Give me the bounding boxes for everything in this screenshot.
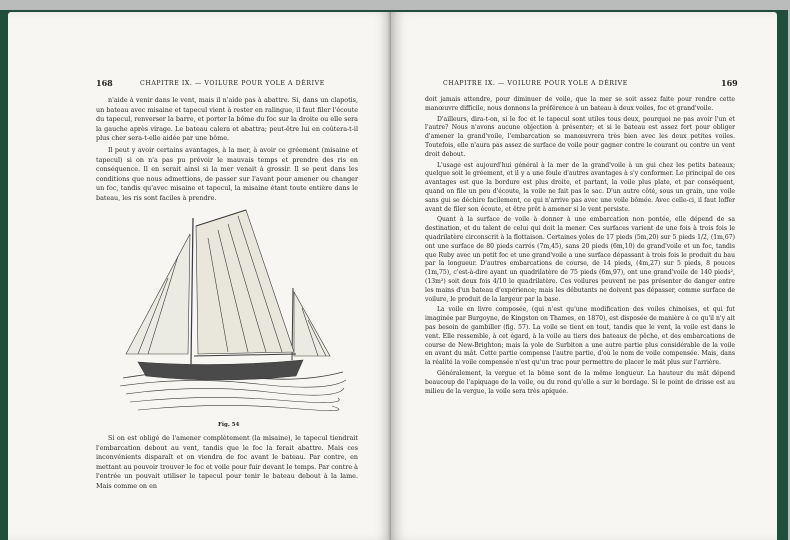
right-paragraph-3: L'usage est aujourd'hui général à la mer de la grand'voile à un gui chez les petits bateaux; quelque soit le gréement, et il y a une foule d'autres avantages à s'y conformer. Le principal de ces avantages est que la bordure est plus droite, et partant, la voile plus plate, et par conséquent, quand on file un peu d'écoute, la voile ne fait pas le sac. D'un autre côté, sous un grain, une voile sans gui se déchire facilement, ce qui n'arrive pas avec une voile bômée. Avec celle-ci, il faut loffer avant de filer son écoute, et être prêt à amener si le vent persiste. [425, 161, 735, 213]
right-paragraph-5: La voile en livre composée, (qui n'est qu'une modification des voiles chinoises, et qui fut imaginée par Burgoyne, de Kingston on Thames, en 1870), est disposée de manière à ce qu'il n'y ait pas besoin de gambiller (fig. 57). La voile se tient en tout, tandis que le vent, la voile est dans le vent. Elle ressemble, à cet égard, à la voile au tiers des bateaux de pêche, et des embarcations de course de New-Brighton; mais la yole de Surbiton a une autre partie plus considérable de la voile en avant du mât. Cette partie compense l'autre partie, d'où le nom de voile compensée. Mais, dans la réalité la voile compensée n'est qu'un trac pour permettre de placer le mât plus sur l'arrière. [425, 306, 735, 367]
right-running-head: CHAPITRE IX. — VOILURE POUR YOLE A DÉRIVE [443, 80, 628, 87]
right-text [425, 96, 735, 396]
left-text-bottom [96, 434, 358, 492]
right-paragraph-2: D'ailleurs, dira-t-on, si le foc et le tapecul sont utiles tous deux, pourquoi ne pas avoir l'un et l'autre? Nous n'avons aucune objection à présenter; et si le bateau est assez fort pour obliger d'amener la grand'voile, l'embarcation se manœuvrera très bien avec les deux petites voiles. Toutefois, elle n'aura pas assez de surface de voile pour gagner contre le courant ou contre un vent droit debout. [425, 115, 735, 158]
right-page [391, 12, 777, 540]
right-paragraph-4: Quant à la surface de voile à donner à une embarcation non pontée, elle dépend de sa destination, et du talent de celui qui doit la mener. Ces surfaces varient de une fois à trois fois le quadrilatère circonscrit à la flottaison. Certaines yoles de 17 pieds (5m,20) sur 5 pieds 1/2, (1m,67) ont une surface de 80 pieds carrés (7m,45), sans 20 pieds (6m,10) de grand'voile et un foc, tandis que Ruby avec un petit foc et une grand'voile a une surface dépassant à trois fois le produit du bau par la longueur. D'autres embarcations de course, de 14 pieds, (4m,27) sur 5 pieds, 8 pouces (1m,75), c'est-à-dire ayant un quadrilatère de 75 pieds (6m,97), ont une grand'voile de 140 pieds², (13m²) soit deux fois 4/10 le quadrilatère. Ces voilures peuvent ne pas présenter de danger entre les mains d'un bateau d'expérience; mais les débutants ne doivent pas dépasser, comme surface de voilure, le produit de la largeur par la base. [425, 216, 735, 303]
open-book-spread [8, 12, 780, 540]
left-page [8, 12, 391, 540]
left-paragraph-3: Si on est obligé de l'amener complètement (la misaine), le tapecul tiendrait l'embarcation debout au vent, tandis que le foc la ferait abattre. Mais ces inconvénients disparaît et on viendra de foc avant le bateau. Par contre, en mettant au pouvoir trouver le foc et voile pour fuir devant le temps. Par contre à l'entrée un pouvait utiliser le tapecul pour tenir le bateau debout à la lame. Mais comme on en [96, 434, 358, 490]
right-paragraph-1: doit jamais attendre, pour diminuer de voile, que la mer se soit assez faite pour rendre cette manœuvre difficile, nous donnons la préférence à un bateau à deux voiles, foc et grand'voile. [425, 96, 735, 112]
right-paragraph-6: Généralement, la vergue et la bôme sont de la même longueur. La hauteur du mât dépend beaucoup de l'apiquage de la voile, ou du rond qu'elle a sur le bordage. Si le point de drisse est au milieu de la vergue, la voile sera très apiquée. [425, 369, 735, 395]
left-running-head: CHAPITRE IX. — VOILURE POUR YOLE A DÉRIVE [140, 80, 325, 87]
right-page-number: 169 [721, 78, 738, 88]
left-paragraph-1: n'aide à venir dans le vent, mais il n'aide pas à abattre. Si, dans un clapotis, un bateau avec misaine et tapecul vient à rester en ralingue, il faut filer l'écoute du tapecul, renverser la barre, et porter la bôme du foc sur la droite ou elle sera la gauche après virage. Le bateau calera et abattra; peut-être lui en coûtera-t-il plus cher sera-t-elle aidée par une bôme. [96, 96, 358, 143]
figure-caption: Fig. 54 [218, 422, 240, 428]
sailboat-engraving [118, 208, 348, 420]
left-page-number: 168 [96, 78, 113, 88]
left-paragraph-2: Il peut y avoir certains avantages, à la mer, à avoir ce gréement (misaine et tapecul) si on n'a pas pu prévoir le mauvais temps et prendre des ris en conséquence. Il en serait ainsi si la mer venait à grossir. Il se peut dans les conditions que nous admettions, de passer sur l'avant pour amener ou changer un foc, tandis qu'avec misaine et tapecul, la misaine étant toute entière dans le bateau, les ris sont faciles à prendre. [96, 145, 358, 202]
left-text-top [96, 96, 358, 204]
